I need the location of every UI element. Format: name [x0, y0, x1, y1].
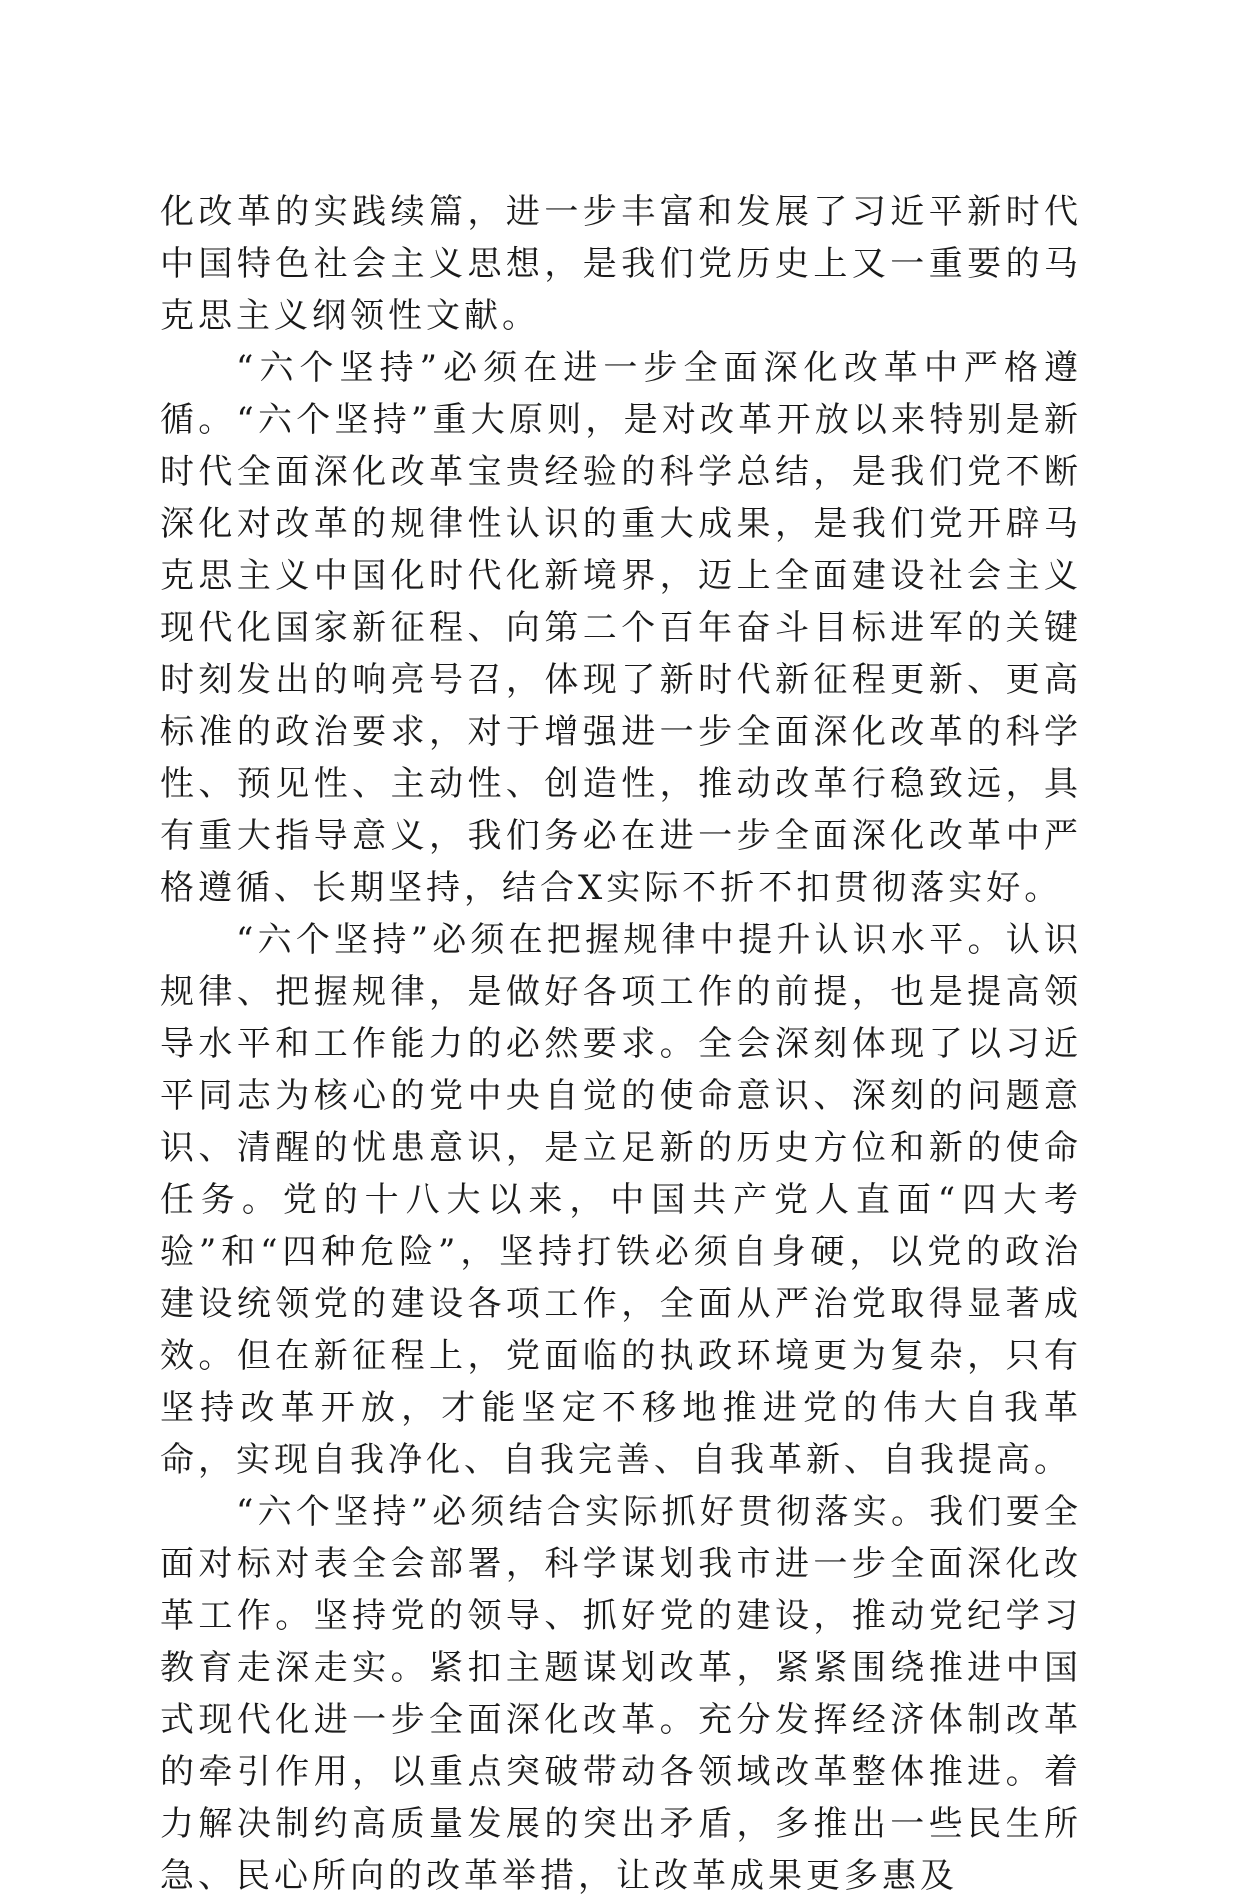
document-body — [160, 186, 1082, 1902]
paragraph-implementation: “六个坚持”必须结合实际抓好贯彻落实。我们要全面对标对表全会部署，科学谋划我市进一步全面深化改革工作。坚持党的领导、抓好党的建设，推动党纪学习教育走深走实。紧扣主题谋划改革，紧紧围绕推进中国式现代化进一步全面深化改革。充分发挥经济体制改革的牵引作用，以重点突破带动各领域改革整体推进。着力解决制约高质量发展的突出矛盾，多推出一些民生所急、民心所向的改革举措，让改革成果更多惠及 — [160, 1492, 1082, 1896]
paragraph-strict-adherence: “六个坚持”必须在进一步全面深化改革中严格遵循。“六个坚持”重大原则，是对改革开放以来特别是新时代全面深化改革宝贵经验的科学总结，是我们党不断深化对改革的规律性认识的重大成果，是我们党开辟马克思主义中国化时代化新境界，迈上全面建设社会主义现代化国家新征程、向第二个百年奋斗目标进军的关键时刻发出的响亮号召，体现了新时代新征程更新、更高标准的政治要求，对于增强进一步全面深化改革的科学性、预见性、主动性、创造性，推动改革行稳致远，具有重大指导意义，我们务必在进一步全面深化改革中严格遵循、长期坚持，结合X实际不折不扣贯彻落实好。 — [160, 348, 1082, 908]
paragraph-understanding-laws: “六个坚持”必须在把握规律中提升认识水平。认识规律、把握规律，是做好各项工作的前提，也是提高领导水平和工作能力的必然要求。全会深刻体现了以习近平同志为核心的党中央自觉的使命意识、深刻的问题意识、清醒的忧患意识，是立足新的历史方位和新的使命任务。党的十八大以来，中国共产党人直面“四大考验”和“四种危险”，坚持打铁必须自身硬，以党的政治建设统领党的建设各项工作，全面从严治党取得显著成效。但在新征程上，党面临的执政环境更为复杂，只有坚持改革开放，才能坚定不移地推进党的伟大自我革命，实现自我净化、自我完善、自我革新、自我提高。 — [160, 920, 1082, 1480]
paragraph-continuation: 化改革的实践续篇，进一步丰富和发展了习近平新时代中国特色社会主义思想，是我们党历史上又一重要的马克思主义纲领性文献。 — [160, 192, 1082, 336]
